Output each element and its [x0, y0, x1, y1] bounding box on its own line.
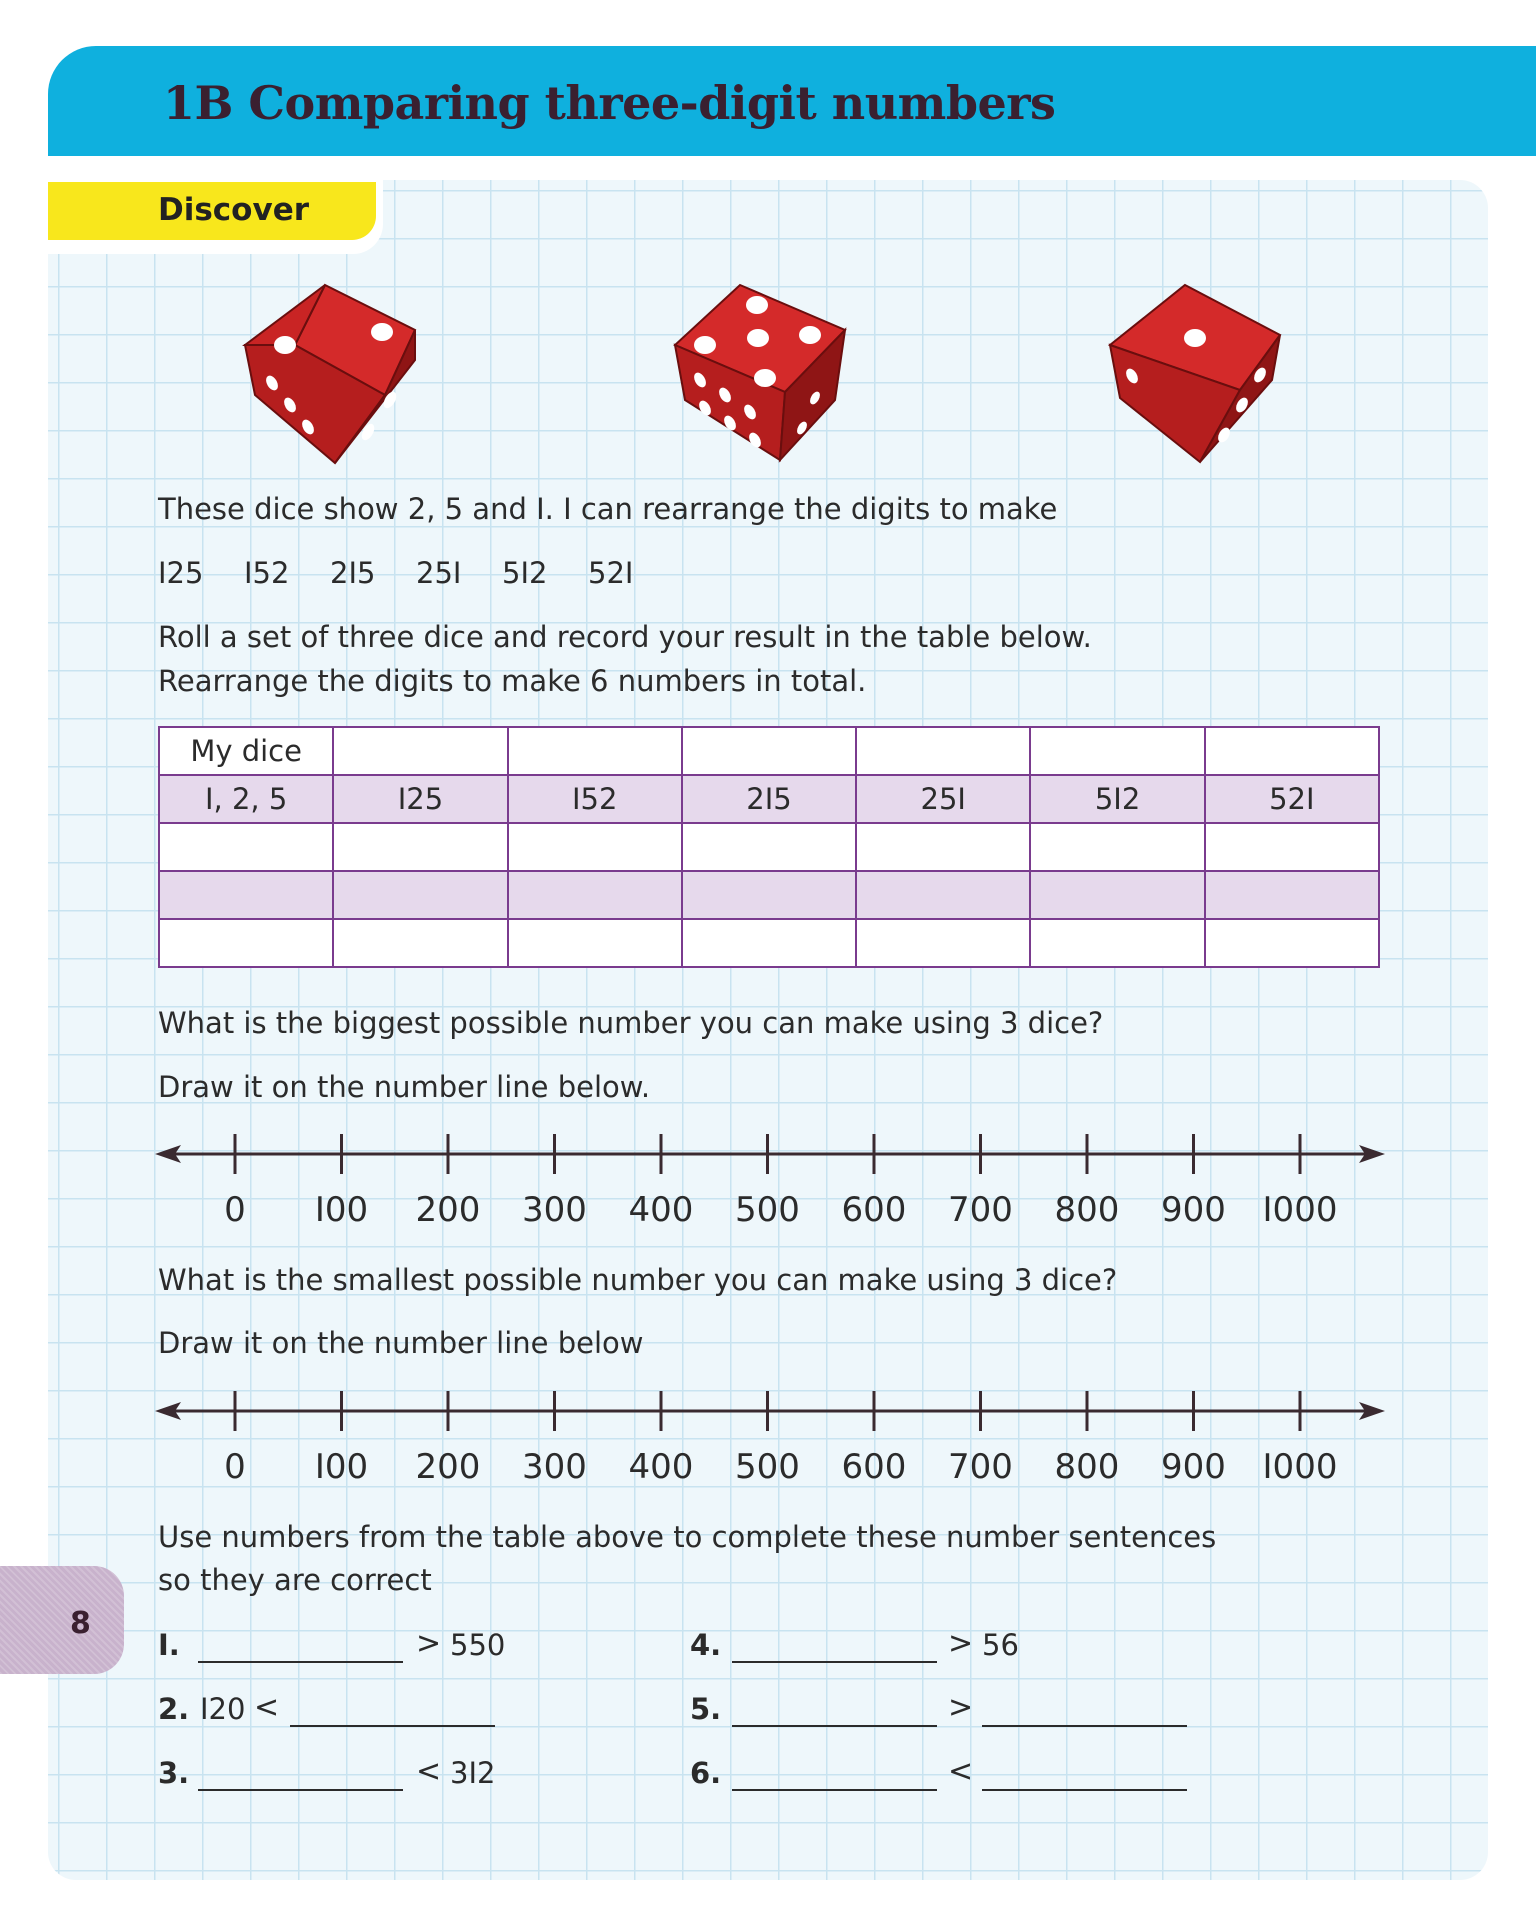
table-cell[interactable]	[333, 727, 507, 775]
number-line-label: 900	[1161, 1190, 1226, 1230]
table-cell: 25I	[856, 775, 1030, 823]
instruction-roll: Roll a set of three dice and record your result in the table below.	[158, 620, 1092, 654]
answer-blank[interactable]	[982, 1789, 1187, 1791]
answer-blank[interactable]	[290, 1725, 495, 1727]
discover-tab-wrap	[48, 180, 383, 254]
sentence-number: I.	[158, 1628, 180, 1662]
table-cell[interactable]	[333, 919, 507, 967]
number-line-label: I00	[314, 1190, 369, 1230]
number-line-label: 800	[1054, 1447, 1120, 1487]
number-line-smallest[interactable]	[155, 1389, 1385, 1499]
table-cell[interactable]	[682, 919, 856, 967]
number-line-label: 500	[735, 1447, 800, 1487]
comparison-symbol: >	[416, 1626, 442, 1661]
dice-five-icon	[670, 280, 860, 470]
sentence-number: 2.	[158, 1692, 190, 1726]
table-row	[159, 919, 1379, 967]
number-line-label: I000	[1262, 1447, 1338, 1487]
comparison-symbol: >	[948, 1626, 974, 1661]
table-cell[interactable]	[1205, 871, 1379, 919]
table-cell[interactable]	[159, 871, 333, 919]
table-cell[interactable]	[333, 871, 507, 919]
table-cell[interactable]	[1030, 727, 1204, 775]
table-cell[interactable]	[508, 727, 682, 775]
table-cell[interactable]	[682, 823, 856, 871]
table-row	[159, 823, 1379, 871]
list-item: 2I5	[330, 556, 376, 590]
table-cell[interactable]	[856, 823, 1030, 871]
sentence-number: 5.	[690, 1692, 722, 1726]
sentence-number: 3.	[158, 1756, 190, 1790]
table-cell: I, 2, 5	[159, 775, 333, 823]
sentences-intro: Use numbers from the table above to complete these number sentences	[158, 1520, 1217, 1554]
number-line-label: 0	[224, 1447, 246, 1487]
number-line-label: 600	[841, 1447, 907, 1487]
discover-tab	[48, 182, 376, 240]
number-line-label: 200	[415, 1190, 481, 1230]
number-line-axis	[155, 1132, 1385, 1192]
table-cell[interactable]	[856, 919, 1030, 967]
table-cell[interactable]	[1205, 727, 1379, 775]
table-cell[interactable]	[682, 871, 856, 919]
number-line-label: 200	[415, 1447, 481, 1487]
table-row	[159, 775, 1379, 823]
number-line-label: 500	[735, 1190, 800, 1230]
number-line-label: 700	[948, 1190, 1013, 1230]
answer-blank[interactable]	[198, 1789, 403, 1791]
list-item: I25	[158, 556, 204, 590]
comparison-symbol: >	[948, 1690, 974, 1725]
number-line-label: 700	[948, 1447, 1013, 1487]
answer-blank[interactable]	[198, 1661, 403, 1663]
table-cell[interactable]	[1030, 871, 1204, 919]
comparison-symbol: <	[254, 1690, 280, 1725]
answer-blank[interactable]	[982, 1725, 1187, 1727]
table-cell[interactable]	[682, 727, 856, 775]
table-cell: 52I	[1205, 775, 1379, 823]
comparison-symbol: <	[416, 1754, 442, 1789]
list-item: 52I	[588, 556, 634, 590]
page-title: 1B Comparing three-digit numbers	[163, 76, 1056, 130]
answer-blank[interactable]	[732, 1789, 937, 1791]
list-item: 5I2	[502, 556, 548, 590]
table-cell: 2I5	[682, 775, 856, 823]
question-smallest: What is the smallest possible number you can make using 3 dice?	[158, 1263, 1118, 1297]
table-cell: I52	[508, 775, 682, 823]
table-cell: 5I2	[1030, 775, 1204, 823]
given-value: I20	[200, 1692, 246, 1726]
answer-blank[interactable]	[732, 1725, 937, 1727]
number-line-label: 300	[522, 1447, 587, 1487]
table-header-row	[159, 727, 1379, 775]
number-line-label: 800	[1054, 1190, 1120, 1230]
given-value: 56	[982, 1628, 1019, 1662]
number-line-axis	[155, 1389, 1385, 1449]
answer-blank[interactable]	[732, 1661, 937, 1663]
sentence-number: 4.	[690, 1628, 722, 1662]
table-cell: My dice	[159, 727, 333, 775]
table-cell[interactable]	[1205, 823, 1379, 871]
number-line-label: 400	[628, 1447, 694, 1487]
table-row	[159, 871, 1379, 919]
discover-label: Discover	[158, 192, 310, 228]
table-cell[interactable]	[508, 871, 682, 919]
number-line-label: 400	[628, 1190, 694, 1230]
table-cell[interactable]	[159, 823, 333, 871]
list-item: I52	[244, 556, 290, 590]
table-cell[interactable]	[159, 919, 333, 967]
table-cell[interactable]	[333, 823, 507, 871]
table-cell[interactable]	[856, 727, 1030, 775]
table-cell[interactable]	[856, 871, 1030, 919]
page-number: 8	[70, 1606, 91, 1641]
page-number-tab	[0, 1566, 124, 1674]
comparison-symbol: <	[948, 1754, 974, 1789]
sentences-intro-cont: so they are correct	[158, 1563, 432, 1597]
table-cell[interactable]	[508, 823, 682, 871]
given-value: 550	[450, 1628, 506, 1662]
number-line-label: 0	[224, 1190, 246, 1230]
intro-text: These dice show 2, 5 and I. I can rearrange the digits to make	[158, 492, 1058, 526]
number-line-label: 600	[841, 1190, 907, 1230]
instruction-draw-biggest: Draw it on the number line below.	[158, 1070, 651, 1104]
dice-results-table	[158, 726, 1380, 968]
list-item: 25I	[416, 556, 462, 590]
table-cell[interactable]	[508, 919, 682, 967]
dice-two-icon	[240, 280, 430, 470]
instruction-rearrange: Rearrange the digits to make 6 numbers in total.	[158, 664, 867, 698]
table-cell[interactable]	[1205, 919, 1379, 967]
number-line-label: 300	[522, 1190, 587, 1230]
number-line-biggest[interactable]	[155, 1132, 1385, 1242]
table-cell[interactable]	[1030, 823, 1204, 871]
instruction-draw-smallest: Draw it on the number line below	[158, 1326, 644, 1360]
table-cell[interactable]	[1030, 919, 1204, 967]
question-biggest: What is the biggest possible number you can make using 3 dice?	[158, 1006, 1104, 1040]
given-value: 3I2	[450, 1756, 496, 1790]
header-bar	[48, 46, 1536, 156]
dice-one-icon	[1100, 280, 1290, 470]
number-line-label: 900	[1161, 1447, 1226, 1487]
sentence-number: 6.	[690, 1756, 722, 1790]
table-cell: I25	[333, 775, 507, 823]
number-line-label: I00	[314, 1447, 369, 1487]
number-line-label: I000	[1262, 1190, 1338, 1230]
